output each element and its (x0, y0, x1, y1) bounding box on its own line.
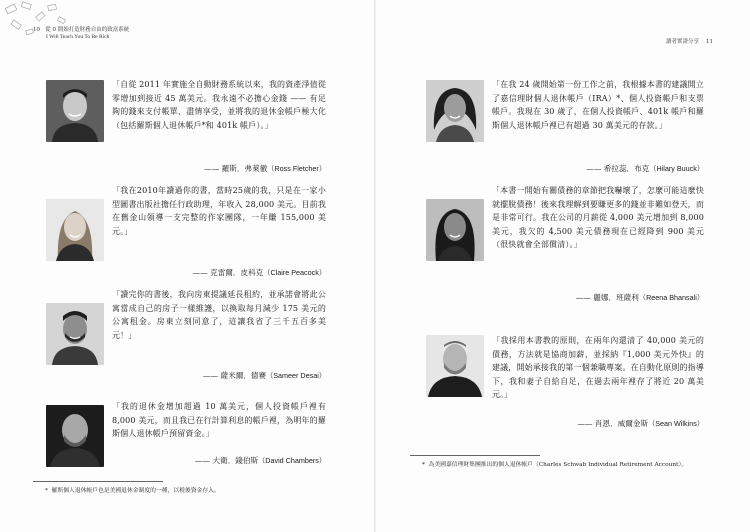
left-header-subtitle: I Will Teach You To Be Rich (46, 34, 110, 40)
attribution-name-en: （Reena Bhansali） (638, 293, 704, 302)
woman-portrait-icon (46, 199, 104, 261)
quote-sameer-desai: 「讀完你的書後，我向房東提議延長租約，並承諾會將此公寓當成自己的房子一樣維護，以換取每月減少 175 美元的公寓租金。房東立刻同意了，這讓我省了三千五百多美元！」 (112, 290, 326, 340)
photo-hilary-buuck (426, 80, 484, 142)
right-footnote-rule (410, 455, 540, 456)
woman-portrait-icon (426, 199, 484, 261)
attribution-name-zh: —— 薩米爾．德賽 (202, 371, 267, 380)
quote-hilary-buuck: 「在我 24 歲開始第一份工作之前，我根據本書的建議開立了嘉信理財個人退休帳戶（IRA）*、個人投資帳戶和支票帳戶。我現在 30 歲了，在個人投資帳戶、401k 帳戶和羅斯個人退休帳戶裡已有超過 30 萬美元的存款。」 (492, 80, 704, 130)
quote-claire-peacock: 「我在2010年讀過你的書，當時25歲的我，只是在一家小型圖書出版社擔任行政助理，年收入 28,000 美元。目前我在舊金山領導一支完整的作家團隊，一年賺 155,000 美元。」 (112, 186, 326, 236)
attribution-name-zh: —— 希拉蕊．布克 (586, 164, 650, 173)
right-header-title: 讀者實證分享 (665, 39, 699, 45)
left-footnote (45, 487, 345, 496)
attribution-ross-fletcher (190, 163, 326, 175)
right-footnote (422, 461, 712, 470)
attribution-name-en: （Sameer Desai） (266, 371, 326, 380)
footnote-mark: * (45, 488, 48, 494)
attribution-name-zh: —— 大衛．錢伯斯 (194, 456, 259, 465)
man-portrait-icon (426, 335, 484, 397)
quote-sean-wilkins: 「我採用本書教的原則，在兩年內還清了 40,000 美元的債務，方法就是協商加薪，並採納『1,000 美元外快』的建議，開始承接我的第一個兼職專案。在自動化原則的指導下，我和妻子自給自足，在過去兩年裡存了將近 20 萬美元。」 (492, 336, 704, 400)
attribution-sean-wilkins (558, 418, 704, 430)
attribution-name-en: （Hilary Buuck） (649, 164, 704, 173)
woman-portrait-icon (426, 80, 484, 142)
quote-ross-fletcher: 「自從 2011 年實施全自動財務系統以來，我的資產淨值從零增加到接近 45 萬美元。我永遠不必擔心金錢 —— 有足夠的錢來支付帳單、盡情享受，並將我的退休金帳戶極大化（包括羅斯個人退休帳戶*和 401k 帳戶）。」 (112, 80, 326, 130)
photo-sean-wilkins (426, 335, 484, 397)
right-page-header (666, 39, 713, 46)
attribution-name-zh: —— 麗娜．班薩利 (575, 293, 639, 302)
quote-reena-bhansali: 「本書一開始有關債務的章節把我嚇壞了，怎麼可能這麼快就擺脫債務！後來我理解到要賺更多的錢並非難如登天，而是非常可行。我在公司的月薪從 4,000 美元增加到 8,000 美元，我欠的 4,500 美元債務現在已經降到 900 美元（很快就會全部償清）。」 (492, 186, 704, 250)
attribution-name-zh: —— 克雷爾．皮科克 (192, 268, 264, 277)
attribution-david-chambers (176, 455, 326, 467)
attribution-name-en: （Claire Peacock） (263, 268, 326, 277)
attribution-name-en: （David Chambers） (258, 456, 326, 465)
man-portrait-icon (46, 405, 104, 467)
page-gutter (374, 0, 376, 532)
attribution-claire-peacock (180, 267, 326, 279)
attribution-name-zh: —— 肖恩．威爾金斯 (577, 419, 649, 428)
attribution-reena-bhansali (558, 292, 704, 304)
photo-reena-bhansali (426, 199, 484, 261)
footnote-text: 羅斯個人退休帳戶也是美國退休金制度的一種，以税後資金存入。 (51, 488, 220, 494)
quote-david-chambers: 「我的退休金增加超過 10 萬美元，個人投資帳戶裡有 8,000 美元，而且我已在行計算利息的帳戶裡，為明年的羅斯個人退休帳戶預留資金。」 (112, 402, 326, 439)
photo-claire-peacock (46, 199, 104, 261)
photo-david-chambers (46, 405, 104, 467)
attribution-sameer-desai (190, 370, 326, 382)
left-footnote-rule (33, 481, 163, 482)
attribution-name-zh: —— 羅斯．弗萊徹 (204, 164, 268, 173)
photo-sameer-desai (46, 303, 104, 365)
attribution-name-en: （Sean Wilkins） (648, 419, 704, 428)
footnote-mark: * (422, 462, 425, 468)
left-header-title: 從 0 開始打造財務自由的致富系統 (45, 27, 130, 33)
man-portrait-icon (46, 80, 104, 142)
attribution-name-en: （Ross Fletcher） (267, 164, 326, 173)
man-portrait-icon (46, 303, 104, 365)
left-page-header (33, 27, 129, 41)
photo-ross-fletcher (46, 80, 104, 142)
left-page-number: 10 (33, 27, 40, 33)
attribution-hilary-buuck (568, 163, 704, 175)
right-page-number: 11 (706, 39, 713, 45)
footnote-text: 為美國嘉信理財集團推出的個人退休帳戶（Charles Schwab Individual Retirement Account）。 (428, 462, 688, 468)
